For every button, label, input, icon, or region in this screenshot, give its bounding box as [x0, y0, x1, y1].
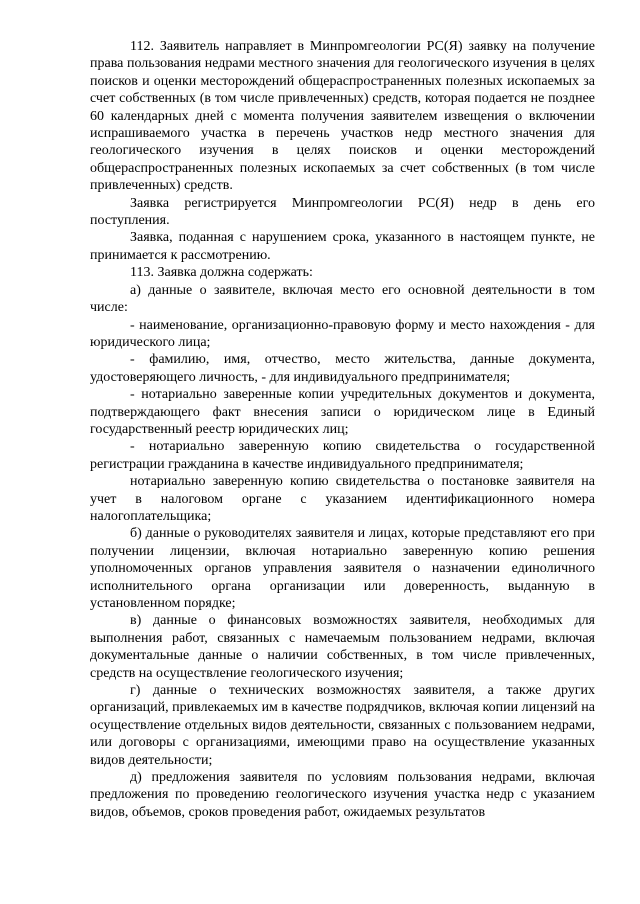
- paragraph-tax-cert: нотариально заверенную копию свидетельства о постановке заявителя на учет в налоговом органе с указанием идентификационного номера налогоплательщика;: [90, 474, 595, 524]
- paragraph-registration: Заявка регистрируется Минпромгеологии РС(Я) недр в день его поступления.: [90, 195, 595, 229]
- paragraph-dash-founding-docs: - нотариально заверенные копии учредительных документов и документа, подтверждающего факт внесения записи о юридическом лице в Единый государственный реестр юридических лиц;: [90, 387, 595, 437]
- paragraph-rejection: Заявка, поданная с нарушением срока, указанного в настоящем пункте, не принимается к рассмотрению.: [90, 230, 595, 263]
- paragraph-item-d: д) предложения заявителя по условиям пользования недрами, включая предложения по проведению геологического изучения участка недр с указанием видов, объемов, сроков проведения работ, ожидаемых результатов: [90, 770, 595, 820]
- paragraph-113: 113. Заявка должна содержать:: [130, 265, 313, 281]
- paragraph-item-a: а) данные о заявителе, включая место его основной деятельности в том числе:: [90, 282, 595, 316]
- paragraph-item-g: г) данные о технических возможностях заявителя, а также других организаций, привлекаемых им в качестве подрядчиков, включая копии лицензий на осуществление отдельных видов деятельности, связанных с пользованием недрами, или договоры с организациями, имеющими право на осуществление указанных видов деятельности;: [90, 683, 595, 768]
- paragraph-item-v: в) данные о финансовых возможностях заявителя, необходимых для выполнения работ, связанных с намечаемым пользованием недрами, включая документальные данные о наличии собственных, в том числе привлеченных, средств на осуществление геологического изучения;: [90, 613, 595, 681]
- document-page: [90, 38, 595, 821]
- paragraph-112: 112. Заявитель направляет в Минпромгеологии РС(Я) заявку на получение права пользования недрами местного значения для геологического изучения в целях поисков и оценки месторождений общераспространенных полезных ископаемых за счет собственных (в том числе привлеченных) средств, которая подается не позднее 60 календарных дней с момента получения заявителем извещения о включении испрашиваемого участка в перечень участков недр местного значения для геологического изучения в целях поисков и оценки месторождений общераспространенных полезных ископаемых за счет собственных (в том числе привлеченных) средств.: [90, 39, 595, 194]
- paragraph-dash-registration-cert: - нотариально заверенную копию свидетельства о государственной регистрации гражданина в качестве индивидуального предпринимателя;: [90, 439, 595, 472]
- paragraph-dash-entrepreneur: - фамилию, имя, отчество, место жительства, данные документа, удостоверяющего личность, - для индивидуального предпринимателя;: [90, 352, 595, 385]
- paragraph-dash-legal-entity: - наименование, организационно-правовую форму и место нахождения - для юридического лица;: [90, 317, 595, 350]
- paragraph-item-b: б) данные о руководителях заявителя и лицах, которые представляют его при получении лицензии, включая нотариально заверенную копию решения уполномоченных органов управления заявителя о назначении единоличного исполнительного органа организации или доверенность, выданную в установленном порядке;: [90, 526, 595, 611]
